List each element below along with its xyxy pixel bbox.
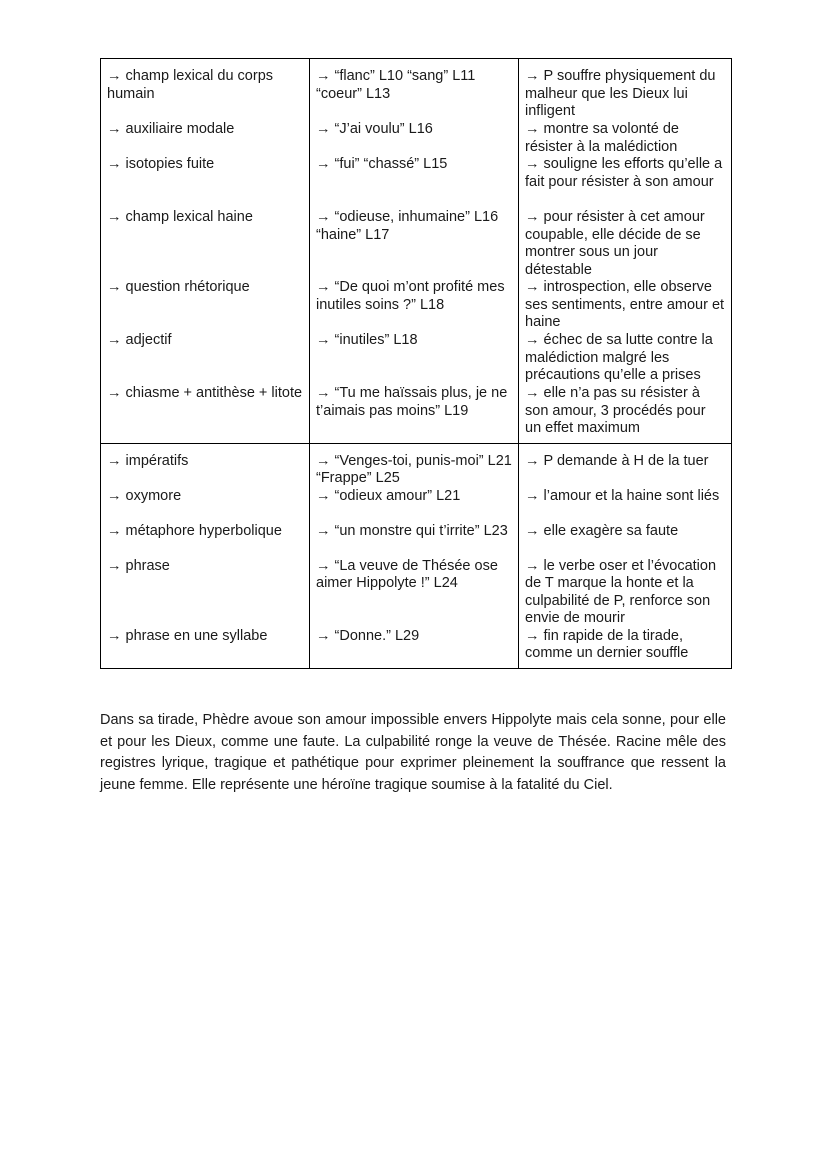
effect-entry: → P demande à H de la tuer [525,452,709,469]
effect-entry: → elle exagère sa faute [525,522,679,539]
device-entry: → auxiliaire modale [107,121,235,137]
device-entry: → métaphore hyperbolique [107,522,282,539]
effects-cell [519,443,732,668]
device-entry: → phrase en une syllabe [107,627,268,644]
device-entry: → isotopies fuite [107,156,215,172]
quote-entry: → “De quoi m’ont profité mes inutiles soins ?” L18 [316,279,505,313]
effect-entry: → pour résister à cet amour coupable, elle décide de se montrer sous un jour détestable [525,209,705,278]
table-row [101,59,732,444]
quote-entry: → “Tu me haïssais plus, je ne t’aimais pas moins” L19 [316,385,508,419]
quote-entry: → “flanc” L10 “sang” L11 “coeur” L13 [316,68,476,102]
effect-entry: → l’amour et la haine sont liés [525,487,720,504]
device-entry: → phrase [107,557,170,574]
conclusion-paragraph: Dans sa tirade, Phèdre avoue son amour impossible envers Hippolyte mais cela sonne, pour elle et pour les Dieux, comme une faute. La culpabilité ronge la veuve de Thésée. Racine mêle des registres lyrique, tragique et pathétique pour exprimer pleinement la souffrance que ressent la jeune femme. Elle représente une héroïne tragique soumise à la fatalité du Ciel. [100,712,726,793]
device-entry: → champ lexical du corps humain [107,68,274,102]
quote-entry: → “Venges-toi, punis-moi” L21 “Frappe” L25 [316,452,512,486]
table-row [101,443,732,668]
effect-entry: → elle n’a pas su résister à son amour, 3 procédés pour un effet maximum [525,385,706,436]
quotes-cell [310,443,519,668]
effect-entry: → souligne les efforts qu’elle a fait pour résister à son amour [525,156,723,190]
devices-cell [101,59,310,444]
effect-entry: → montre sa volonté de résister à la malédiction [525,121,679,155]
effect-entry: → fin rapide de la tirade, comme un dernier souffle [525,627,689,661]
quote-entry: → “Donne.” L29 [316,627,420,644]
effect-entry: → P souffre physiquement du malheur que les Dieux lui infligent [525,68,716,119]
effect-entry: → introspection, elle observe ses sentiments, entre amour et haine [525,279,725,330]
quote-entry: → “odieux amour” L21 [316,487,461,504]
device-entry: → impératifs [107,452,189,469]
device-entry: → question rhétorique [107,279,250,295]
analysis-table [100,58,732,669]
quote-entry: → “La veuve de Thésée ose aimer Hippolyte !” L24 [316,557,498,591]
effect-entry: → le verbe oser et l’évocation de T marque la honte et la culpabilité de P, renforce son envie de mourir [525,557,717,626]
effects-cell [519,59,732,444]
quote-entry: → “inutiles” L18 [316,332,418,348]
quotes-cell [310,59,519,444]
quote-entry: → “un monstre qui t’irrite” L23 [316,522,508,539]
devices-cell [101,443,310,668]
quote-entry: → “fui” “chassé” L15 [316,156,448,172]
effect-entry: → échec de sa lutte contre la malédiction malgré les précautions qu’elle a prises [525,332,713,383]
quote-entry: → “odieuse, inhumaine” L16 “haine” L17 [316,209,499,243]
device-entry: → chiasme + antithèse + litote [107,385,303,401]
quote-entry: → “J’ai voulu” L16 [316,121,433,137]
device-entry: → oxymore [107,487,182,504]
device-entry: → adjectif [107,332,172,348]
device-entry: → champ lexical haine [107,209,253,225]
